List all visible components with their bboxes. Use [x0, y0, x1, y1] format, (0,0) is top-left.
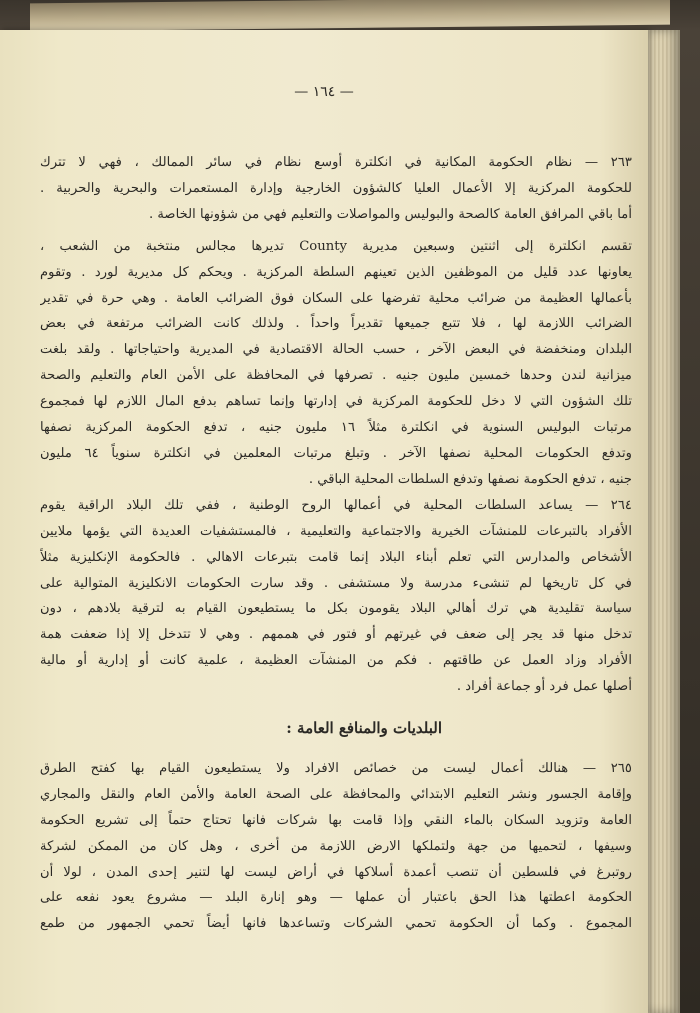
text-line: يعاونها عدد قليل من الموظفين الذين تعينهم السلطة المركزية . ويحكم كل مديرية لورد . وتقوم	[40, 264, 632, 280]
text-line: وإقامة الجسور ونشر التعليم الابتدائي والمحافظة على الصحة العامة والأمن العام والنقل والمجاري	[40, 786, 632, 802]
text-line: الأفراد وزاد العمل عن طاقتهم . فكم من المنشآت العظيمة ، علمية كانت أو إدارية أو مالية	[40, 653, 632, 669]
text-line: في كل تاريخها لم تنشىء مدرسة ولا مستشفى . وقد سارت الحكومات الانكليزية المتوالية على	[40, 575, 632, 591]
text-line: المجموع . وكما أن الحكومة تحمي الشركات وتساعدها فانها أيضاً تحمي الجمهور من طمع	[40, 916, 632, 932]
text-line: أصلها عمل فرد أو جماعة أفراد .	[456, 679, 632, 695]
page-number: — ١٦٤ —	[294, 84, 354, 100]
text-line: وسيفها ، لتحميها من جهة ولتملكها الارض اللازمة من أخرى ، وهل كان من الممكن لشركة	[40, 838, 632, 854]
book-top-edge	[30, 0, 670, 31]
text-line: جنيه ، تدفع الحكومة نصفها وتدفع السلطات المحلية الباقي .	[308, 471, 632, 487]
paragraph-265	[40, 756, 632, 937]
paragraph-263	[40, 150, 632, 228]
text-line: ٢٦٥ — هنالك أعمال ليست من خصائص الافراد ولا يستطيعون القيام بها كفتح الطرق	[40, 760, 632, 776]
text-line: العامة وتزويد السكان بالماء النقي وإذا قامت بها شركات فانها تحتاج حتماً إلى تشريع الحكومة	[40, 812, 632, 828]
text-line: البلدان ومنخفضة في البعض الآخر ، حسب الحالة الاقتصادية في المديرية واحتياجاتها . ولقد بلغت	[40, 342, 632, 358]
book-page	[0, 30, 648, 1013]
text-line: مرتبات البوليس السنوية في انكلترة مثلاً ١٦ مليون جنيه ، تدفع الحكومة المركزية نصفها	[40, 420, 632, 436]
text-line: بأعمالها العظيمة من ضرائب محلية تفرضها على السكان فوق الضرائب العامة . وهي حرة في تقدير	[40, 290, 632, 306]
text-line: ٢٦٤ — يساعد السلطات المحلية في أعمالها الروح الوطنية ، ففي تلك البلاد الراقية يقوم	[40, 497, 632, 513]
text-line: أما باقي المرافق العامة كالصحة والبوليس والمواصلات والتعليم فهي من شؤونها الخاصة .	[148, 206, 632, 222]
text-line: تلك الشؤون التي لا دخل للحكومة المركزية في إدارتها وإنما تساهم بدفع المال اللازم لها فمجموع	[40, 394, 632, 410]
paragraph-264	[40, 493, 632, 700]
text-line: ٢٦٣ — نظام الحكومة المكانية في انكلترة أوسع نظام في سائر الممالك ، فهي لا تترك	[40, 155, 632, 170]
text-line: الأشخاص والمدارس التي تعلم أبناء البلاد إنما قامت بتبرعات الاهالي . فالحكومة الإنكليزية مثلاً	[40, 549, 632, 565]
text-line: الضرائب اللازمة لها ، فلا تتبع جميعها تقديراً واحداً . ولذلك كانت الضرائب مرتفعة في بعض	[40, 316, 632, 332]
body-text	[40, 150, 632, 937]
text-line: الأفراد بالتبرعات للمنشآت الخيرية والاجتماعية والتعليمية ، فالمستشفيات العديدة التي يؤمها ملايين	[40, 523, 632, 539]
text-line: وتدفع الحكومات المحلية نصفها الآخر . وتبلغ مرتبات المعلمين في انكلترة سنوياً ٦٤ مليون	[40, 445, 632, 461]
section-heading: البلديات والمنافع العامة :	[286, 719, 442, 738]
text-line: الحكومة اعطتها هذا الحق باعتبار أن عملها — وهو إنارة البلد — مشروع يعود نفعه على	[40, 890, 632, 906]
text-line: روتبرغ في فلسطين أن تنصب أعمدة أسلاكها في أراض ليست لها لتنير إحدى المدن ، لولا أن	[40, 864, 632, 880]
text-line: تقسم انكلترة إلى اثنتين وسبعين مديرية County تديرها مجالس منتخبة من الشعب ،	[40, 238, 632, 254]
text-line: تدخل منها قد يجر إلى ضعف في غيرتهم أو فتور في هممهم . وهي لا تتدخل إلا إذا ضعفت همة	[40, 627, 632, 643]
paragraph-county	[40, 234, 632, 493]
text-line: ميزانية لندن وحدها خمسين مليون جنيه . تصرفها في المحافظة على الأمن العام والتعليم والصحة	[40, 368, 632, 384]
text-line: سياسة تقليدية هي ترك أهالي البلاد يقومون بكل ما يستطيعون القيام به لترقية بلادهم ، دون	[40, 601, 632, 617]
text-line: للحكومة المركزية إلا الأعمال العليا كالشؤون الخارجية وإدارة المستعمرات والبحرية والحربية .	[40, 180, 632, 196]
